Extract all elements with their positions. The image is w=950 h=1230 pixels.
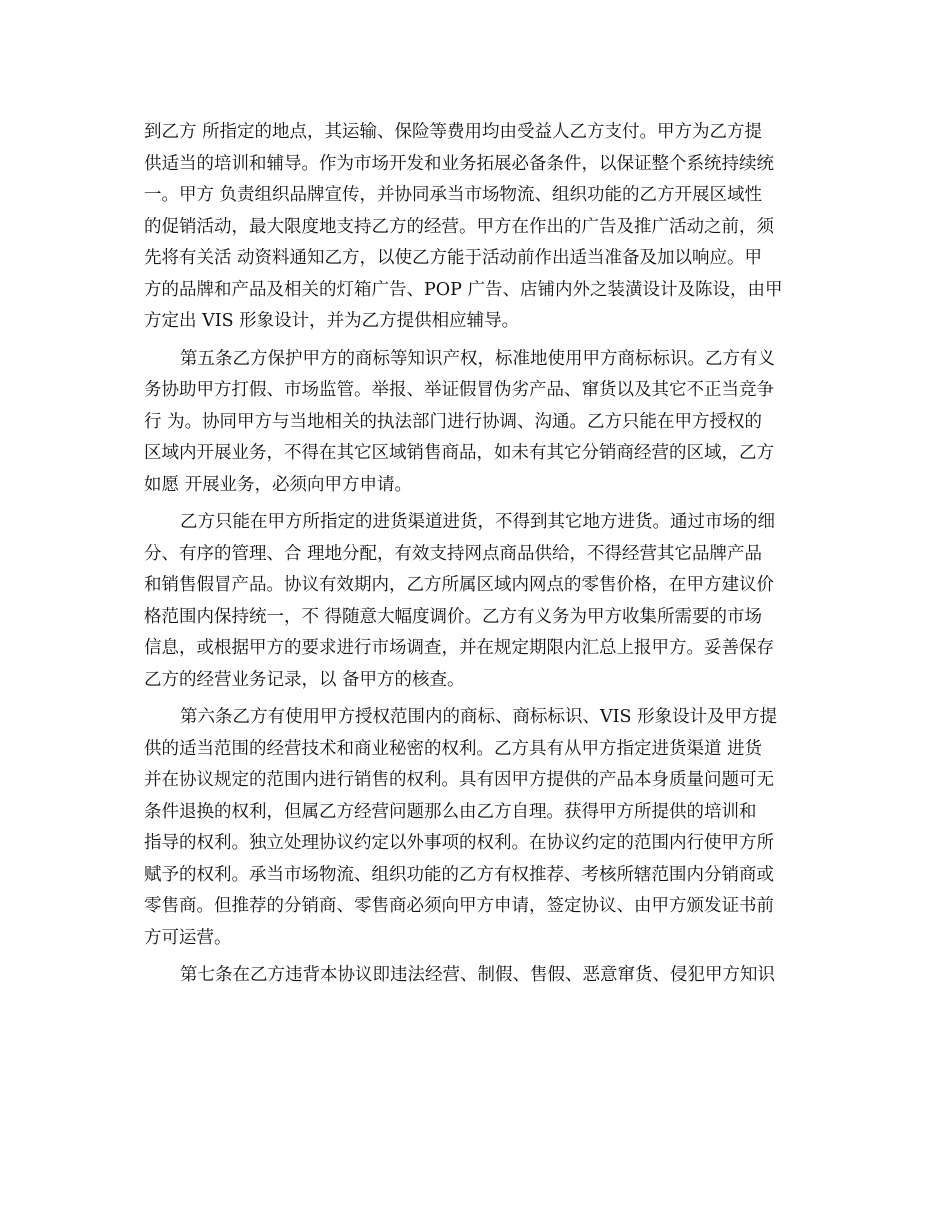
text-line: 方的品牌和产品及相关的灯箱广告、POP 广告、店铺内外之装潢设计及陈设，由甲 [144,279,783,300]
text-line: 一。甲方 负责组织品牌宣传，并协同承当市场物流、组织功能的乙方开展区域性 [144,185,763,205]
text-line: 分、有序的管理、合 理地分配，有效支持网点商品供给，不得经营其它品牌产品 [144,543,763,564]
paragraph [144,960,814,992]
paragraph [144,507,814,696]
text-line: 第五条乙方保护甲方的商标等知识产权，标准地使用甲方商标标识。乙方有义 [180,348,775,369]
text-line: 方定出 VIS 形象设计，并为乙方提供相应辅导。 [144,311,520,331]
text-line: 格范围内保持统一，不 得随意大幅度调价。乙方有义务为甲方收集所需要的市场 [144,606,763,627]
text-line: 行 为。协同甲方与当地相关的执法部门进行协调、沟通。乙方只能在甲方授权的 [144,411,763,432]
text-line: 先将有关活 动资料通知乙方，以使乙方能于活动前作出适当准备及加以响应。甲 [144,248,763,268]
paragraph [144,702,814,954]
text-line: 零售商。但推荐的分销商、零售商必须向甲方申请，签定协议、由甲方颁发证书前 [144,896,774,916]
text-line: 方可运营。 [144,927,232,948]
text-line: 区域内开展业务，不得在其它区域销售商品，如未有其它分销商经营的区域，乙方 [144,443,774,463]
text-line: 供适当的培训和辅导。作为市场开发和业务拓展必备条件，以保证整个系统持续统 [144,153,774,174]
text-line: 第六条乙方有使用甲方授权范围内的商标、商标标识、VIS 形象设计及甲方提 [180,707,778,727]
text-line: 并在协议规定的范围内进行销售的权利。具有因甲方提供的产品本身质量问题可无 [144,770,774,790]
text-line: 第七条在乙方违背本协议即违法经营、制假、售假、恶意窜货、侵犯甲方知识 [180,965,775,985]
paragraph [144,117,814,338]
text-line: 和销售假冒产品。协议有效期内，乙方所属区域内网点的零售价格，在甲方建议价 [144,575,774,595]
paragraph [144,344,814,502]
text-line: 信息，或根据甲方的要求进行市场调查，并在规定期限内汇总上报甲方。妥善保存 [144,638,774,658]
text-line: 条件退换的权利，但属乙方经营问题那么由乙方自理。获得甲方所提供的培训和 [144,801,757,822]
text-line: 赋予的权利。承当市场物流、组织功能的乙方有权推荐、考核所辖范围内分销商或 [144,864,774,885]
text-line: 乙方只能在甲方所指定的进货渠道进货，不得到其它地方进货。通过市场的细 [180,512,775,532]
document-body [144,117,814,992]
text-line: 如愿 开展业务，必须向甲方申请。 [144,474,413,495]
text-line: 到乙方 所指定的地点，其运输、保险等费用均由受益人乙方支付。甲方为乙方提 [144,122,763,142]
text-line: 乙方的经营业务记录，以 备甲方的核查。 [144,669,465,690]
text-line: 务协助甲方打假、市场监管。举报、举证假冒伪劣产品、窜货以及其它不正当竞争 [144,380,774,400]
text-line: 指导的权利。独立处理协议约定以外事项的权利。在协议约定的范围内行使甲方所 [144,833,774,853]
text-line: 供的适当范围的经营技术和商业秘密的权利。乙方具有从甲方指定进货渠道 进货 [144,738,763,759]
text-line: 的促销活动，最大限度地支持乙方的经营。甲方在作出的广告及推广活动之前，须 [144,216,774,237]
